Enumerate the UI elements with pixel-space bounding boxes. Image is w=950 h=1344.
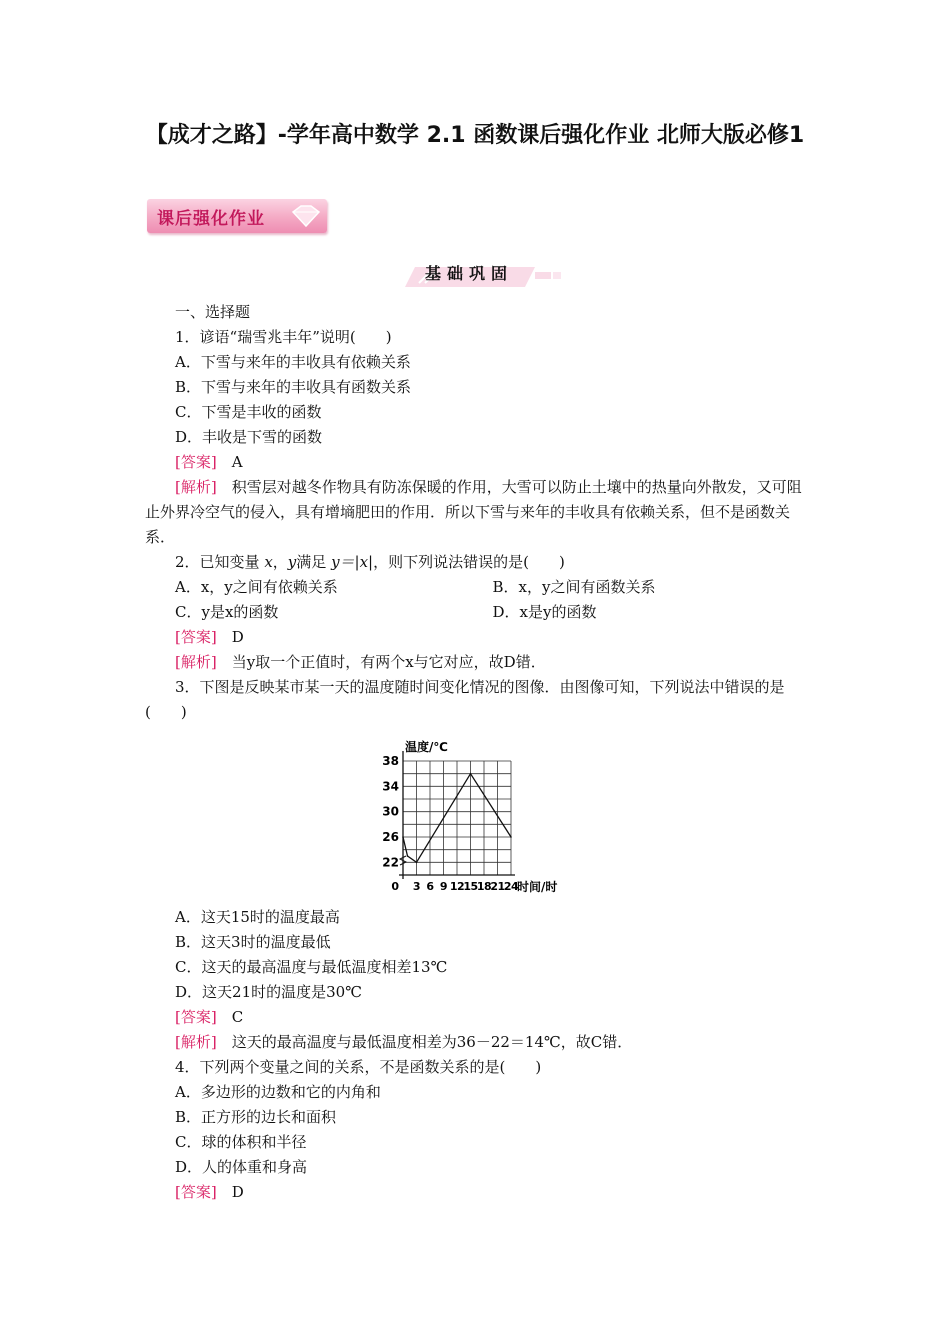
axis-break-mark	[400, 856, 406, 865]
document-title: 【成才之路】-学年高中数学 2.1 函数课后强化作业 北师大版必修1	[145, 123, 805, 148]
data-point	[470, 773, 472, 775]
q2-analysis	[145, 650, 810, 675]
q3-answer	[145, 1005, 810, 1030]
banner-label: 课后强化作业	[157, 209, 265, 229]
temperature-chart-area	[145, 725, 810, 905]
answer-tag: [答案]	[175, 628, 217, 646]
analysis-tag: [解析]	[175, 478, 217, 496]
main-content	[145, 300, 810, 1205]
y-axis-label: 温度/℃	[405, 740, 448, 754]
data-point	[407, 855, 409, 857]
answer-value: D	[231, 1183, 244, 1201]
answer-tag: [答案]	[175, 1008, 217, 1026]
q1-option-c: C．下雪是丰收的函数	[175, 403, 322, 421]
analysis-tag: [解析]	[175, 1033, 217, 1051]
q2-var-y: y	[287, 553, 297, 571]
part-heading: 一、选择题	[175, 303, 251, 321]
analysis-text: 积雪层对越冬作物具有防冻保暖的作用，大雪可以防止土壤中的热量向外散发，又可阻止外界冷空气的侵入，具有增墒肥田的作用．所以下雪与来年的丰收具有依赖关系，但不是函数关系．	[145, 478, 802, 546]
answer-value: D	[231, 628, 244, 646]
q3-option-c: C．这天的最高温度与最低温度相差13℃	[175, 958, 448, 976]
x-tick-label: 6	[426, 880, 434, 893]
x-tick-label: 18	[476, 880, 492, 893]
q2-option-b: B．x，y之间有函数关系	[492, 578, 656, 596]
answer-value: C	[231, 1008, 244, 1026]
x-axis-label: 时间/时	[517, 880, 558, 894]
y-tick-label: 26	[382, 830, 399, 844]
data-point	[402, 836, 404, 838]
homework-banner	[147, 199, 327, 233]
q2-option-c: C．y是x的函数	[175, 603, 279, 621]
q2-stem-post: ，则下列说法错误的是( )	[373, 553, 565, 571]
q4-option-b: B．正方形的边长和面积	[175, 1108, 337, 1126]
q3-option-d: D．这天21时的温度是30℃	[175, 983, 362, 1001]
data-point	[510, 836, 512, 838]
q1-option-b: B．下雪与来年的丰收具有函数关系	[175, 378, 412, 396]
x-tick-label: 21	[490, 880, 505, 893]
q2-stem-pre: 2．已知变量	[175, 553, 265, 571]
q1-option-a: A．下雪与来年的丰收具有依赖关系	[175, 353, 411, 371]
x-tick-label: 15	[463, 880, 478, 893]
q4-option-d: D．人的体重和身高	[175, 1158, 308, 1176]
y-tick-label: 34	[382, 779, 399, 794]
x-tick-label: 3	[412, 880, 421, 893]
q1-analysis	[145, 475, 810, 550]
analysis-text: 这天的最高温度与最低温度相差为36－22＝14℃，故C错．	[231, 1033, 633, 1051]
q3-option-b: B．这天3时的温度最低	[175, 933, 331, 951]
answer-value: A	[231, 453, 243, 471]
x-tick-label: 9	[439, 880, 448, 893]
q2-option-d: D．x是y的函数	[492, 603, 597, 621]
q3-option-a: A．这天15时的温度最高	[175, 908, 340, 926]
q1-answer	[145, 450, 810, 475]
q4-option-a: A．多边形的边数和它的内角和	[175, 1083, 381, 1101]
x-tick-label: 0	[391, 880, 399, 893]
q3-analysis	[145, 1030, 810, 1055]
q2-equation: y＝|x|	[331, 553, 374, 571]
q4-option-c: C．球的体积和半径	[175, 1133, 307, 1151]
q2-answer	[145, 625, 810, 650]
question-3-stem: 3．下图是反映某市某一天的温度随时间变化情况的图像．由图像可知，下列说法中错误的是( )	[145, 678, 785, 721]
question-1-stem: 1．谚语“瑞雪兆丰年”说明( )	[175, 328, 392, 346]
analysis-tag: [解析]	[175, 653, 217, 671]
q2-var-x: x	[264, 553, 273, 571]
section-header	[385, 261, 565, 291]
y-tick-label: 22	[382, 855, 399, 870]
question-4-stem: 4．下列两个变量之间的关系，不是函数关系的是( )	[175, 1058, 542, 1076]
q2-stem-mid: 满足	[296, 553, 332, 571]
q2-options-row-1	[145, 575, 810, 600]
answer-tag: [答案]	[175, 453, 217, 471]
x-tick-label: 12	[449, 880, 465, 893]
q2-option-a: A．x，y之间有依赖关系	[175, 578, 338, 596]
question-2-stem	[145, 550, 810, 575]
section-title: 基础巩固	[425, 264, 514, 283]
q2-options-row-2	[145, 600, 810, 625]
gem-icon	[289, 204, 323, 228]
y-tick-label: 30	[382, 804, 399, 819]
q1-option-d: D．丰收是下雪的函数	[175, 428, 323, 446]
q2-sep: ，	[272, 553, 288, 571]
analysis-text: 当y取一个正值时，有两个x与它对应，故D错．	[231, 653, 546, 671]
x-tick-label: 24	[503, 880, 519, 893]
answer-tag: [答案]	[175, 1183, 217, 1201]
temperature-chart	[367, 739, 597, 901]
data-point	[416, 862, 418, 864]
y-tick-label: 38	[382, 754, 399, 768]
q4-answer	[145, 1180, 810, 1205]
